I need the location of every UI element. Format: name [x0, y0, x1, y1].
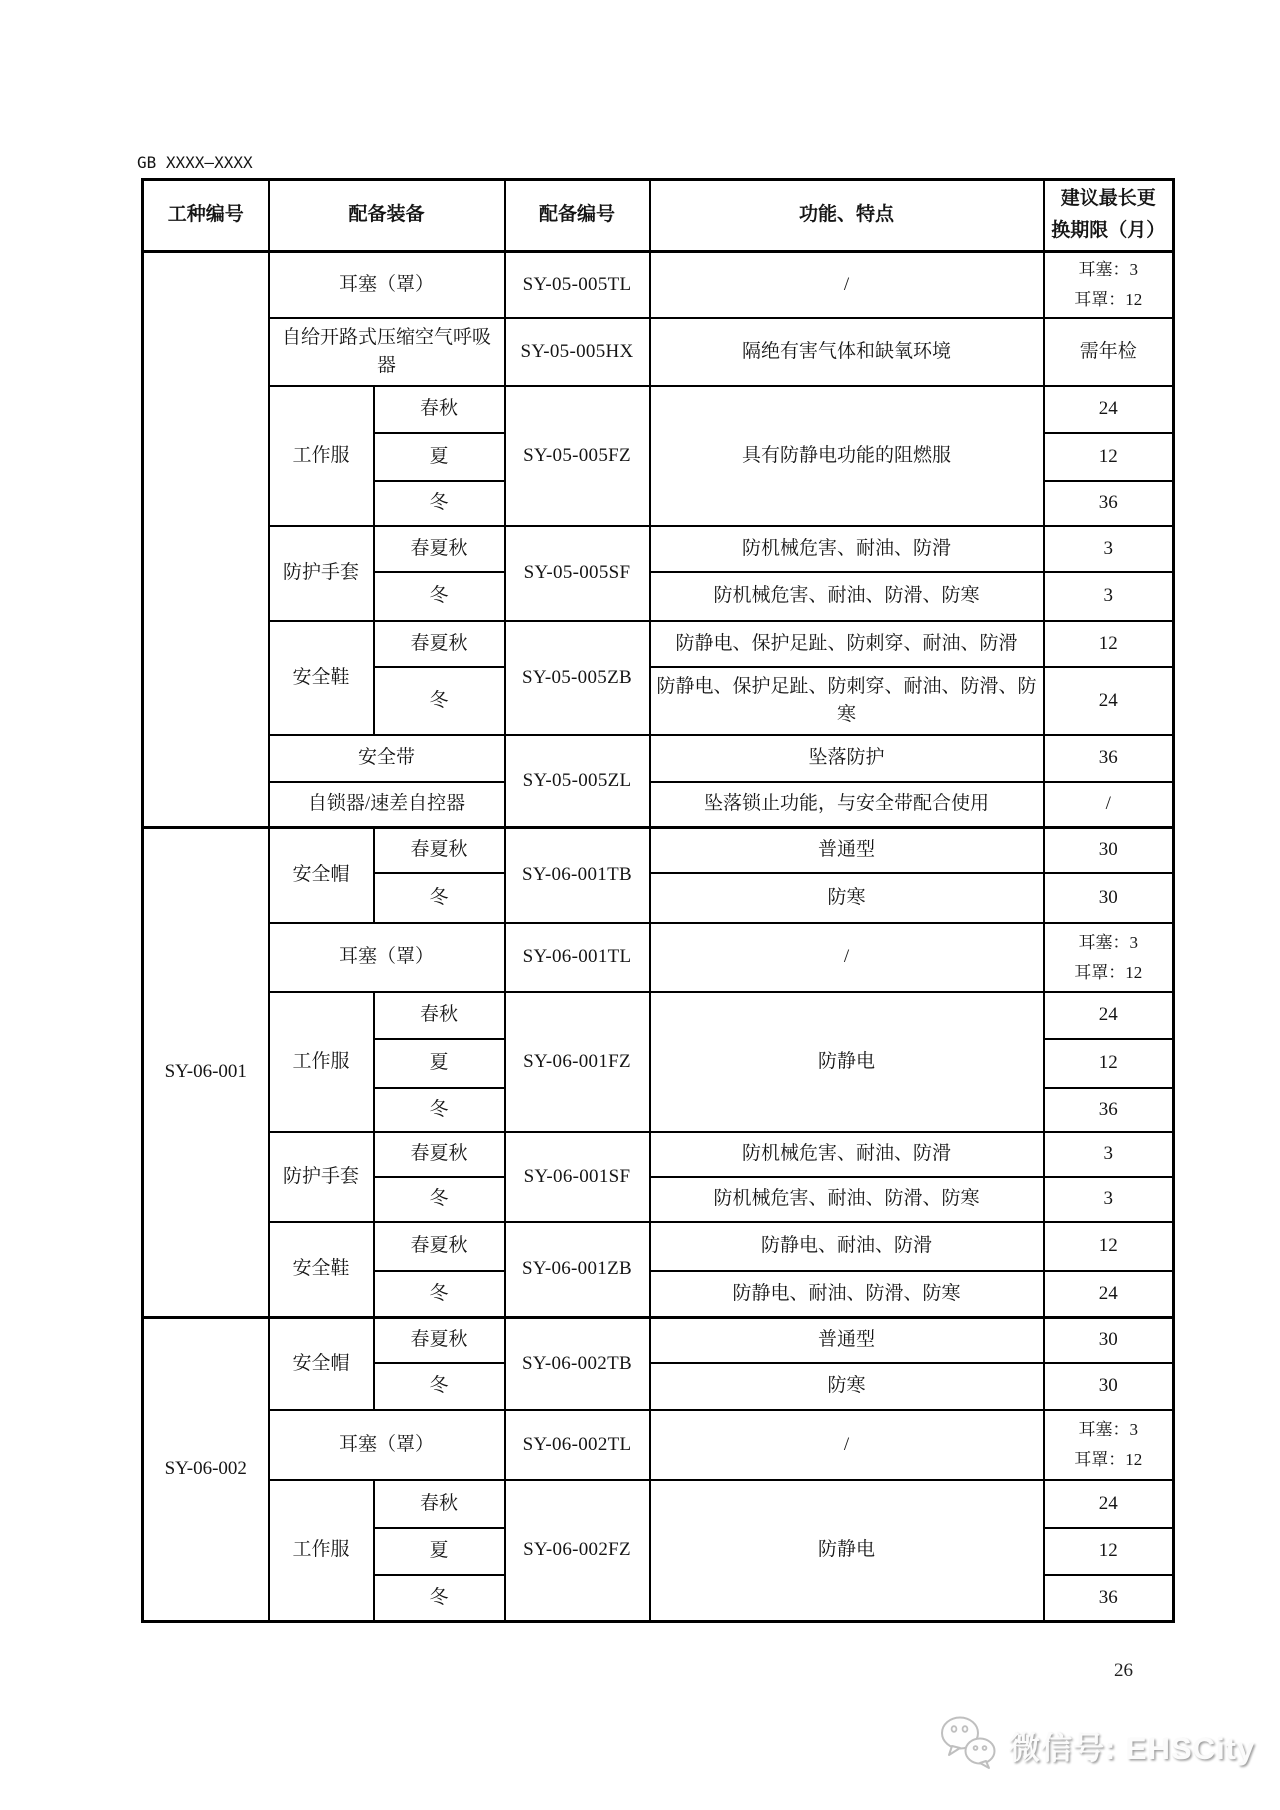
period-cell: 24 — [1044, 1271, 1174, 1317]
season-cell: 春秋 — [374, 992, 505, 1039]
period-cell: / — [1044, 782, 1174, 827]
season-cell: 春秋 — [374, 1480, 505, 1528]
features-cell: 防静电、保护足趾、防刺穿、耐油、防滑、防寒 — [650, 667, 1044, 735]
period-cell: 12 — [1044, 621, 1174, 667]
table-row — [143, 1480, 1174, 1528]
period-cell: 12 — [1044, 433, 1174, 481]
table-row — [143, 735, 1174, 782]
season-cell: 春夏秋 — [374, 1132, 505, 1177]
period-cell: 36 — [1044, 1575, 1174, 1621]
equipment-code-cell: SY-06-001TB — [505, 827, 650, 923]
table-row — [143, 923, 1174, 992]
period-cell: 24 — [1044, 386, 1174, 433]
equipment-cell: 耳塞（罩） — [269, 1410, 505, 1480]
features-cell: 普通型 — [650, 827, 1044, 873]
table-row — [143, 386, 1174, 433]
features-cell: 防静电、耐油、防滑 — [650, 1222, 1044, 1271]
period-cell: 3 — [1044, 1132, 1174, 1177]
season-cell: 冬 — [374, 1177, 505, 1222]
equipment-code-cell: SY-06-002TL — [505, 1410, 650, 1480]
header-period-line2: 换期限（月） — [1051, 220, 1166, 242]
features-cell: 防寒 — [650, 873, 1044, 923]
table-row — [143, 827, 1174, 873]
features-cell: 防静电、耐油、防滑、防寒 — [650, 1271, 1044, 1317]
equipment-cell: 工作服 — [269, 992, 374, 1132]
equipment-code-cell: SY-05-005TL — [505, 251, 650, 318]
ppe-table — [141, 178, 1175, 1623]
table-row — [143, 621, 1174, 667]
period-cell: 12 — [1044, 1222, 1174, 1271]
equipment-code-cell: SY-05-005HX — [505, 318, 650, 386]
season-cell: 冬 — [374, 1575, 505, 1621]
season-cell: 冬 — [374, 1363, 505, 1410]
equipment-code-cell: SY-06-001FZ — [505, 992, 650, 1132]
equipment-cell: 安全带 — [269, 735, 505, 782]
watermark-text: 微信号: EHSCity — [1009, 1731, 1256, 1766]
header-job-code: 工种编号 — [143, 180, 269, 252]
season-cell: 冬 — [374, 1271, 505, 1317]
season-cell: 冬 — [374, 873, 505, 923]
equipment-cell: 安全鞋 — [269, 1222, 374, 1317]
table-row — [143, 782, 1174, 827]
season-cell: 冬 — [374, 1088, 505, 1132]
page-number: 26 — [1114, 1660, 1133, 1681]
features-cell: 防机械危害、耐油、防滑 — [650, 526, 1044, 572]
period-cell: 30 — [1044, 1317, 1174, 1363]
season-cell: 冬 — [374, 572, 505, 621]
equipment-code-cell: SY-06-001TL — [505, 923, 650, 992]
features-cell: 坠落锁止功能，与安全带配合使用 — [650, 782, 1044, 827]
equipment-cell: 安全帽 — [269, 827, 374, 923]
features-cell: 坠落防护 — [650, 735, 1044, 782]
features-cell: / — [650, 1410, 1044, 1480]
equipment-code-cell: SY-05-005ZB — [505, 621, 650, 735]
features-cell: 隔绝有害气体和缺氧环境 — [650, 318, 1044, 386]
season-cell: 夏 — [374, 433, 505, 481]
features-cell: 防机械危害、耐油、防滑、防寒 — [650, 1177, 1044, 1222]
features-cell: 防机械危害、耐油、防滑 — [650, 1132, 1044, 1177]
equipment-cell: 耳塞（罩） — [269, 923, 505, 992]
equipment-cell: 自给开路式压缩空气呼吸器 — [269, 318, 505, 386]
season-cell: 春夏秋 — [374, 827, 505, 873]
period-cell: 36 — [1044, 1088, 1174, 1132]
equipment-code-cell: SY-05-005SF — [505, 526, 650, 621]
period-cell: 36 — [1044, 735, 1174, 782]
features-cell: 普通型 — [650, 1317, 1044, 1363]
equipment-code-cell: SY-06-002FZ — [505, 1480, 650, 1621]
table-row — [143, 526, 1174, 572]
equipment-cell: 工作服 — [269, 386, 374, 526]
features-cell: 防静电 — [650, 1480, 1044, 1621]
period-cell: 24 — [1044, 1480, 1174, 1528]
season-cell: 春夏秋 — [374, 1317, 505, 1363]
features-cell: 防机械危害、耐油、防滑、防寒 — [650, 572, 1044, 621]
job-code-cell — [143, 251, 269, 827]
equipment-cell: 工作服 — [269, 1480, 374, 1621]
table-row — [143, 992, 1174, 1039]
job-code-cell: SY-06-001 — [143, 827, 269, 1317]
table-row — [143, 1132, 1174, 1177]
equipment-cell: 防护手套 — [269, 1132, 374, 1222]
season-cell: 冬 — [374, 667, 505, 735]
period-cell: 耳塞：3 耳罩：12 — [1044, 923, 1174, 992]
table-row — [143, 1410, 1174, 1480]
wechat-icon — [938, 1714, 1000, 1777]
watermark — [938, 1714, 1255, 1777]
equipment-cell: 自锁器/速差自控器 — [269, 782, 505, 827]
season-cell: 春夏秋 — [374, 621, 505, 667]
features-cell: / — [650, 923, 1044, 992]
period-cell: 30 — [1044, 827, 1174, 873]
header-equipment-code: 配备编号 — [505, 180, 650, 252]
equipment-code-cell: SY-05-005FZ — [505, 386, 650, 526]
header-period-line1: 建议最长更 — [1060, 188, 1156, 209]
season-cell: 春秋 — [374, 386, 505, 433]
period-cell: 3 — [1044, 572, 1174, 621]
period-cell: 36 — [1044, 481, 1174, 526]
equipment-cell: 防护手套 — [269, 526, 374, 621]
features-cell: / — [650, 251, 1044, 318]
period-cell: 12 — [1044, 1039, 1174, 1088]
period-cell: 耳塞：3 耳罩：12 — [1044, 251, 1174, 318]
season-cell: 冬 — [374, 481, 505, 526]
equipment-code-cell: SY-06-001ZB — [505, 1222, 650, 1317]
equipment-cell: 安全帽 — [269, 1317, 374, 1410]
features-cell: 具有防静电功能的阻燃服 — [650, 386, 1044, 526]
period-cell: 12 — [1044, 1528, 1174, 1575]
equipment-code-cell: SY-05-005ZL — [505, 735, 650, 827]
season-cell: 春夏秋 — [374, 526, 505, 572]
period-cell: 24 — [1044, 992, 1174, 1039]
header-period — [1044, 180, 1174, 252]
job-code-cell: SY-06-002 — [143, 1317, 269, 1621]
table-row — [143, 1317, 1174, 1363]
table-row — [143, 251, 1174, 318]
features-cell: 防静电 — [650, 992, 1044, 1132]
header-features: 功能、特点 — [650, 180, 1044, 252]
table-row — [143, 318, 1174, 386]
period-cell: 3 — [1044, 526, 1174, 572]
season-cell: 春夏秋 — [374, 1222, 505, 1271]
period-cell: 耳塞：3 耳罩：12 — [1044, 1410, 1174, 1480]
period-cell: 24 — [1044, 667, 1174, 735]
period-cell: 30 — [1044, 1363, 1174, 1410]
equipment-code-cell: SY-06-002TB — [505, 1317, 650, 1410]
period-cell: 需年检 — [1044, 318, 1174, 386]
header-equipment: 配备装备 — [269, 180, 505, 252]
equipment-cell: 安全鞋 — [269, 621, 374, 735]
season-cell: 夏 — [374, 1039, 505, 1088]
period-cell: 30 — [1044, 873, 1174, 923]
equipment-cell: 耳塞（罩） — [269, 251, 505, 318]
table-row — [143, 1222, 1174, 1271]
equipment-code-cell: SY-06-001SF — [505, 1132, 650, 1222]
period-cell: 3 — [1044, 1177, 1174, 1222]
features-cell: 防静电、保护足趾、防刺穿、耐油、防滑 — [650, 621, 1044, 667]
season-cell: 夏 — [374, 1528, 505, 1575]
features-cell: 防寒 — [650, 1363, 1044, 1410]
doc-code: GB XXXX—XXXX — [137, 153, 253, 172]
